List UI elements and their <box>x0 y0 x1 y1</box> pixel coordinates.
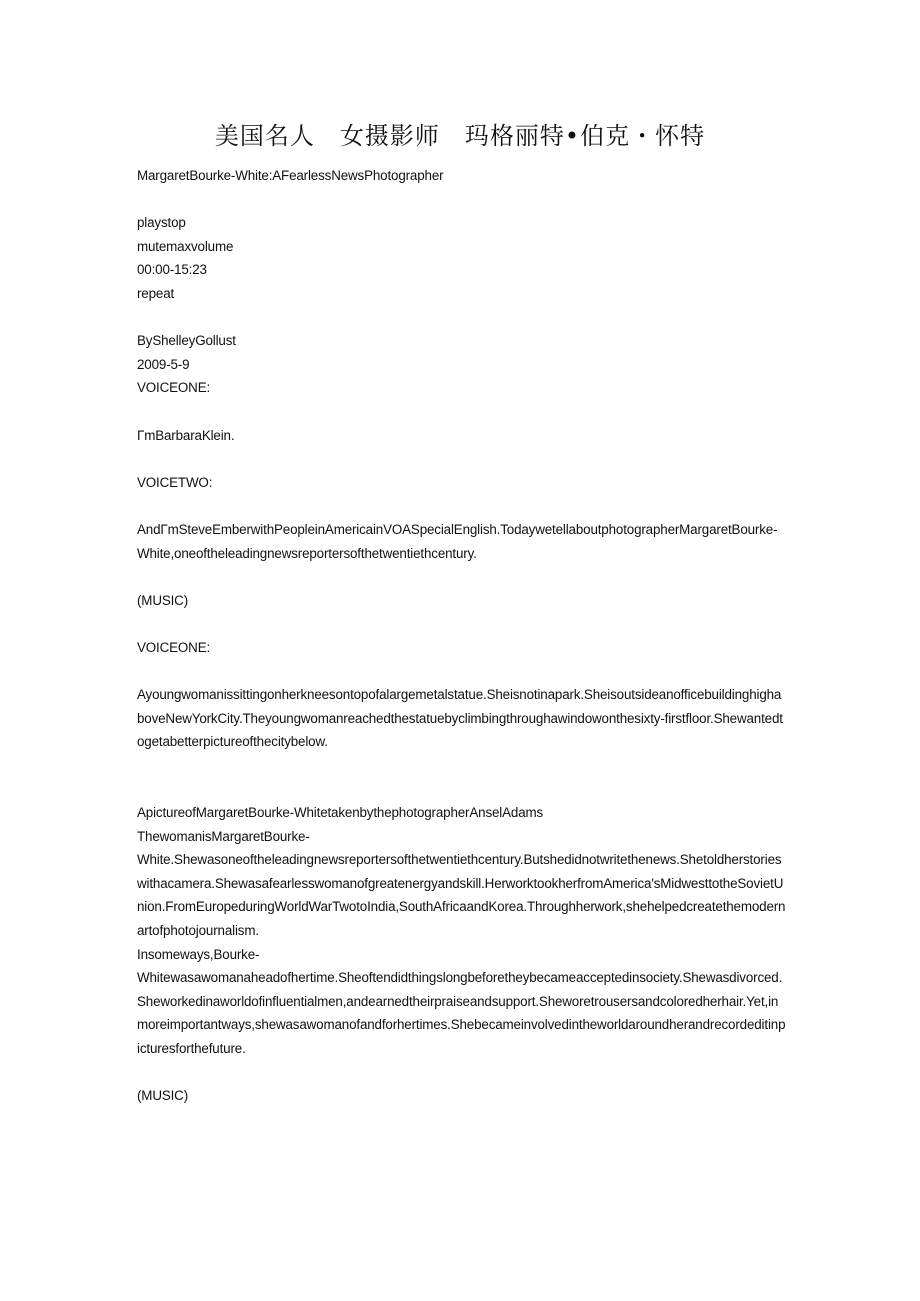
spacer <box>137 659 787 683</box>
spacer <box>137 400 787 424</box>
spacer <box>137 565 787 589</box>
story-paragraph: Ayoungwomanissittingonherkneesontopofalargemetalstatue.Sheisnotinapark.SheisoutsideanofficebuildinghighaboveNewYorkCity.Theyoungwomanreachedthestatuebyclimbingthroughawindowonthesixty-firstfloor.Shewantedtogetabetterpictureofthecitybelow. <box>137 687 783 750</box>
music-cue: (MUSIC) <box>137 1088 189 1104</box>
player-mute-volume-text: mutemaxvolume <box>137 238 234 254</box>
spacer <box>137 188 787 212</box>
dialogue-line: ΓmBarbaraKlein. <box>137 427 235 443</box>
story-paragraph: White.Shewasoneoftheleadingnewsreportersofthetwentiethcentury.Butshedidnotwritethenews.Shetoldherstorieswithacamera.Shewasafearlesswomanofgreatenergyandskill.HerworktookherfromAmerica'sMidwesttotheSovietUnion.FromEuropeduringWorldWarTwotoIndia,SouthAfricaandKorea.Throughherwork,shehelpedcreatethemodernartofphotojournalism. <box>137 852 786 938</box>
story-paragraph-lead: ThewomanisMargaretBourke- <box>137 828 310 844</box>
player-time-text: 00:00-15:23 <box>137 262 207 278</box>
subtitle: MargaretBourke-White:AFearlessNewsPhotographer <box>137 168 444 183</box>
spacer <box>137 754 787 801</box>
document-body <box>137 164 787 1108</box>
date: 2009-5-9 <box>137 356 190 372</box>
story-paragraph: Whitewasawomanaheadofhertime.Sheoftendidthingslongbeforetheybecameacceptedinsociety.Shewasdivorced.Sheworkedinaworldofinfluentialmen,andearnedtheirpraiseandsupport.Sheworetrousersandcoloredherhair.Yet,inmoreimportantways,shewasawomanofandforhertimes.Shebecameinvolvedintheworldaroundherandrecordeditinpicturesforthefuture. <box>137 970 786 1056</box>
speaker-label: VOICETWO: <box>137 474 213 490</box>
speaker-label: VOICEONE: <box>137 380 211 396</box>
spacer <box>137 612 787 636</box>
spacer <box>137 494 787 518</box>
document-title: 美国名人 女摄影师 玛格丽特•伯克・怀特 <box>214 122 706 150</box>
dialogue-paragraph: AndΓmSteveEmberwithPeopleinAmericainVOASpecialEnglish.TodaywetellaboutphotographerMargaretBourke-White,oneoftheleadingnewsreportersofthetwentiethcentury. <box>137 521 778 561</box>
byline: ByShelleyGollust <box>137 333 236 349</box>
spacer <box>137 447 787 471</box>
spacer <box>137 306 787 330</box>
photo-caption: ApictureofMargaretBourke-WhitetakenbythephotographerAnselAdams <box>137 805 544 821</box>
story-paragraph-lead: Insomeways,Bourke- <box>137 946 260 962</box>
spacer <box>137 1061 787 1085</box>
player-repeat-text: repeat <box>137 285 175 301</box>
player-play-stop-text: playstop <box>137 215 186 231</box>
music-cue: (MUSIC) <box>137 592 189 608</box>
speaker-label: VOICEONE: <box>137 639 211 655</box>
